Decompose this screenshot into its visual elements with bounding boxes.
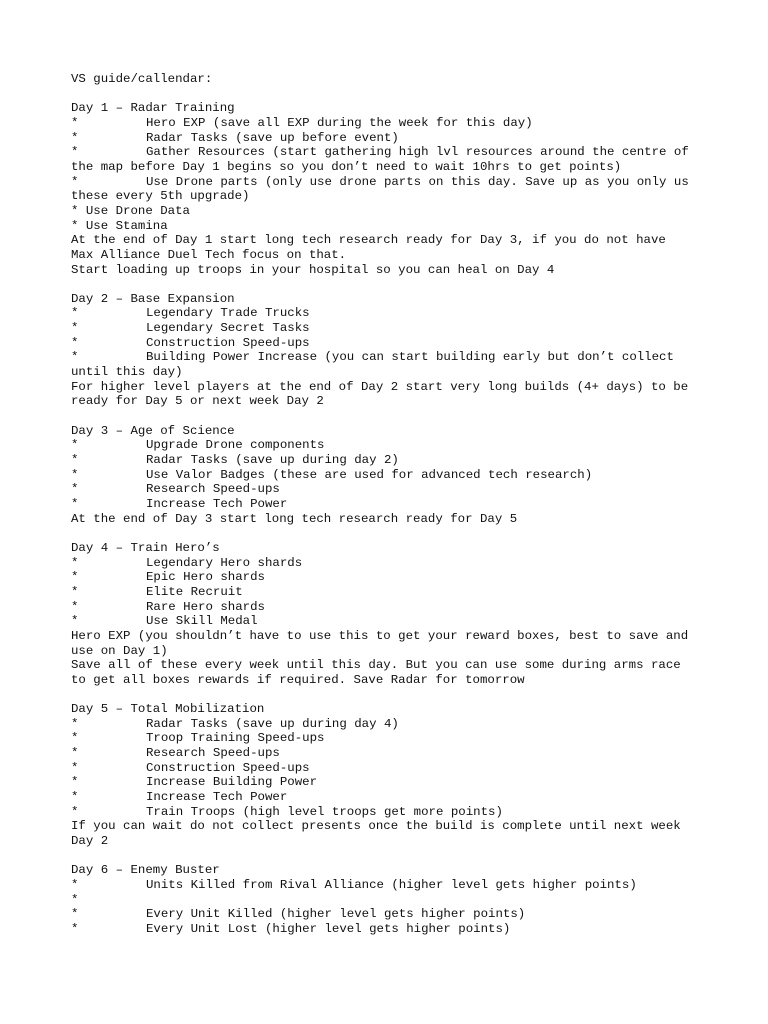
list-item (71, 306, 711, 321)
day-heading: Day 4 – Train Hero’s (71, 540, 220, 555)
day-sections (71, 101, 711, 936)
text-line: For higher level players at the end of Day 2 start very long builds (4+ days) to be (71, 379, 689, 394)
day-heading: Day 2 – Base Expansion (71, 291, 235, 306)
text-line: the map before Day 1 begins so you don’t need to wait 10hrs to get points) (71, 159, 622, 174)
list-item (71, 438, 711, 453)
list-item (71, 131, 711, 146)
bullet-mark: * (71, 335, 79, 350)
text-line: If you can wait do not collect presents once the build is complete until next week (71, 819, 681, 834)
list-item (71, 922, 711, 937)
list-item-text: Research Speed-ups (146, 482, 280, 497)
text-line: At the end of Day 1 start long tech research ready for Day 3, if you do not have (71, 233, 666, 248)
bullet-mark: * (71, 731, 79, 746)
list-item (71, 145, 711, 160)
list-item-text: Research Speed-ups (146, 746, 280, 761)
list-item (71, 805, 711, 820)
bullet-mark: * (71, 115, 79, 130)
spacer (71, 87, 711, 102)
list-item-text: Radar Tasks (save up during day 4) (146, 716, 399, 731)
bullet-mark: * (71, 174, 79, 189)
document-page (71, 72, 711, 937)
day-section (71, 424, 711, 527)
text-line: Start loading up troops in your hospital so you can heal on Day 4 (71, 262, 555, 277)
list-item (71, 468, 711, 483)
list-item-text: Legendary Trade Trucks (146, 306, 310, 321)
list-item (71, 717, 711, 732)
list-item (71, 614, 711, 629)
bullet-mark: * (71, 716, 79, 731)
day-section (71, 292, 711, 409)
text-line: * Use Stamina (71, 218, 168, 233)
list-item-text: Epic Hero shards (146, 570, 265, 585)
bullet-mark: * (71, 921, 79, 936)
list-item (71, 893, 711, 908)
list-item-text: Construction Speed-ups (146, 335, 310, 350)
list-item (71, 482, 711, 497)
list-item (71, 731, 711, 746)
list-item-text: Gather Resources (start gathering high lvl resources around the centre of (146, 145, 689, 160)
list-item-text: Every Unit Killed (higher level gets higher points) (146, 907, 526, 922)
list-item (71, 746, 711, 761)
day-section (71, 541, 711, 688)
text-line: use on Day 1) (71, 643, 168, 658)
text-line: these every 5th upgrade) (71, 189, 250, 204)
list-item-text: Hero EXP (save all EXP during the week for this day) (146, 115, 533, 130)
list-item (71, 336, 711, 351)
day-section (71, 702, 711, 849)
list-item-text: Building Power Increase (you can start building early but don’t collect (146, 350, 674, 365)
text-line: At the end of Day 3 start long tech research ready for Day 5 (71, 511, 518, 526)
bullet-mark: * (71, 467, 79, 482)
text-line: Day 2 (71, 834, 109, 849)
list-item (71, 556, 711, 571)
list-item (71, 453, 711, 468)
list-item-text: Use Valor Badges (these are used for advanced tech research) (146, 467, 593, 482)
spacer (71, 277, 711, 292)
list-item-text: Troop Training Speed-ups (146, 731, 325, 746)
list-item-text: Increase Tech Power (146, 496, 288, 511)
bullet-mark: * (71, 746, 79, 761)
list-item-text: Radar Tasks (save up during day 2) (146, 453, 399, 468)
list-item-text: Use Drone parts (only use drone parts on this day. Save up as you only us (146, 174, 689, 189)
bullet-mark: * (71, 892, 79, 907)
list-item (71, 321, 711, 336)
text-line: until this day) (71, 365, 183, 380)
bullet-mark: * (71, 438, 79, 453)
list-item-text: Increase Tech Power (146, 790, 288, 805)
list-item (71, 570, 711, 585)
document-title: VS guide/callendar: (71, 72, 213, 86)
list-item-text: Upgrade Drone components (146, 438, 325, 453)
bullet-mark: * (71, 321, 79, 336)
list-item-text: Legendary Hero shards (146, 555, 303, 570)
list-item-text: Increase Building Power (146, 775, 318, 790)
day-section (71, 863, 711, 936)
list-item-text: Construction Speed-ups (146, 760, 310, 775)
list-item-text: Every Unit Lost (higher level gets higher points) (146, 921, 511, 936)
day-heading: Day 5 – Total Mobilization (71, 702, 265, 717)
bullet-mark: * (71, 496, 79, 511)
spacer (71, 526, 711, 541)
bullet-mark: * (71, 907, 79, 922)
bullet-mark: * (71, 350, 79, 365)
list-item (71, 175, 711, 190)
list-item-text: Train Troops (high level troops get more points) (146, 804, 503, 819)
bullet-mark: * (71, 599, 79, 614)
bullet-mark: * (71, 760, 79, 775)
list-item-text: Elite Recruit (146, 584, 243, 599)
list-item-text: Units Killed from Rival Alliance (higher level gets higher points) (146, 878, 637, 892)
list-item-text: Legendary Secret Tasks (146, 321, 310, 336)
bullet-mark: * (71, 614, 79, 629)
bullet-mark: * (71, 130, 79, 145)
bullet-mark: * (71, 306, 79, 321)
list-item (71, 350, 711, 365)
text-line: Hero EXP (you shouldn’t have to use this to get your reward boxes, best to save and (71, 628, 689, 643)
list-item (71, 585, 711, 600)
bullet-mark: * (71, 804, 79, 819)
spacer (71, 688, 711, 703)
spacer (71, 849, 711, 864)
text-line: Max Alliance Duel Tech focus on that. (71, 247, 347, 262)
list-item (71, 790, 711, 805)
list-item (71, 116, 711, 131)
day-section (71, 101, 711, 277)
bullet-mark: * (71, 584, 79, 599)
bullet-mark: * (71, 453, 79, 468)
list-item (71, 878, 711, 893)
bullet-mark: * (71, 775, 79, 790)
list-item (71, 761, 711, 776)
bullet-mark: * (71, 570, 79, 585)
bullet-mark: * (71, 790, 79, 805)
text-line: to get all boxes rewards if required. Save Radar for tomorrow (71, 672, 525, 687)
list-item (71, 775, 711, 790)
list-item (71, 497, 711, 512)
text-line: * Use Drone Data (71, 203, 190, 218)
bullet-mark: * (71, 878, 79, 892)
list-item-text: Use Skill Medal (146, 614, 258, 629)
day-heading: Day 1 – Radar Training (71, 101, 235, 116)
list-item-text: Rare Hero shards (146, 599, 265, 614)
text-line: Save all of these every week until this day. But you can use some during arms race (71, 658, 681, 673)
bullet-mark: * (71, 145, 79, 160)
bullet-mark: * (71, 482, 79, 497)
day-heading: Day 3 – Age of Science (71, 423, 235, 438)
spacer (71, 409, 711, 424)
text-line: ready for Day 5 or next week Day 2 (71, 394, 324, 409)
bullet-mark: * (71, 555, 79, 570)
day-heading: Day 6 – Enemy Buster (71, 863, 220, 878)
list-item-text: Radar Tasks (save up before event) (146, 130, 399, 145)
list-item (71, 600, 711, 615)
list-item (71, 907, 711, 922)
